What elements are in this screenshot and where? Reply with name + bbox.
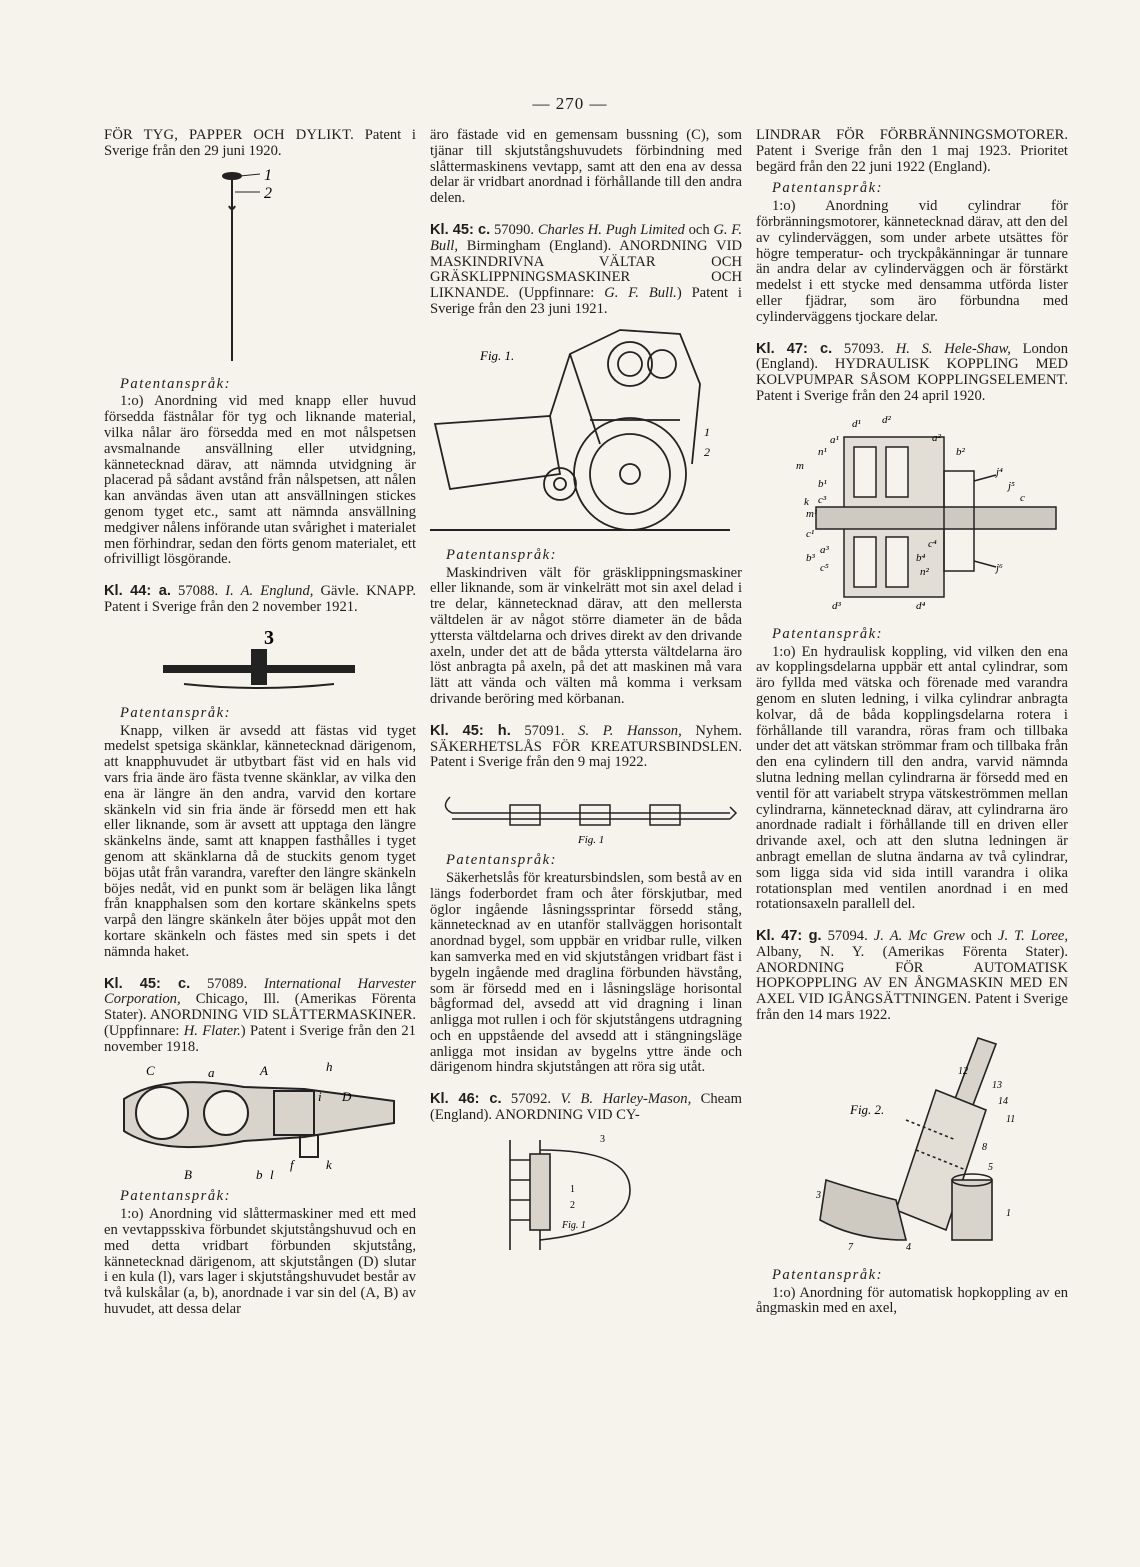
lock-block — [580, 805, 610, 825]
fig-label: i — [318, 1089, 322, 1105]
patent-class: Kl. 45: c. — [430, 221, 491, 238]
fig-label: 1 — [704, 424, 710, 439]
figure-pitman-head — [104, 1061, 416, 1183]
fig-label: f — [290, 1157, 294, 1173]
entry-text: Cheam (England). ANORDNING VID CY- — [430, 1091, 742, 1124]
fig-caption: Fig. 1 — [562, 1219, 586, 1231]
patent-holder: J. A. Mc Grew — [873, 928, 965, 945]
patent-holder: H. S. Hele-Shaw, — [895, 340, 1011, 357]
fig-label: k — [804, 495, 809, 508]
patent-number: 57092. — [501, 1091, 561, 1108]
fig-label: 3 — [600, 1133, 605, 1145]
fig-label: 11 — [1006, 1113, 1016, 1125]
patent-holder: J. T. Loree, — [997, 928, 1069, 945]
patent-holder: I. A. Englund, — [225, 583, 314, 600]
patent-entry — [104, 584, 416, 616]
gear-large — [590, 434, 670, 514]
page-number: — 270 — — [532, 94, 608, 113]
patent-class: Kl. 45: c. — [104, 975, 191, 992]
entry-text: och — [684, 221, 714, 238]
fig-label: a³ — [820, 543, 829, 556]
fig-label: 14 — [998, 1095, 1008, 1107]
patent-holder: International Harvester Corporation, — [104, 975, 417, 1008]
claim-heading: Patentanspråk: — [446, 546, 557, 563]
fig-label: j⁵ — [1008, 479, 1015, 492]
inventor: G. F. Bull. — [604, 285, 677, 302]
entry-text: Chicago, Ill. (Amerikas Förenta Stater). ANORDNING VID SLÅTTERMASKINER. (Uppfinnare: — [104, 991, 416, 1039]
cylinder — [886, 447, 908, 497]
claim-heading: Patentanspråk: — [120, 1188, 231, 1205]
patent-number: 57093. — [832, 340, 896, 357]
fig-label: d² — [882, 413, 891, 426]
gear-upper — [608, 342, 652, 386]
patent-entry — [430, 1092, 742, 1124]
patent-class: Kl. 47: g. — [756, 928, 822, 945]
fig-label: d³ — [832, 599, 841, 612]
claim-text: 1:o) Anordning för automatisk hopkoppling av en ångmaskin med en axel, — [756, 1284, 1068, 1317]
figure-pin — [104, 166, 416, 371]
patent-number: 57094. — [821, 928, 874, 945]
outlet-pipe — [952, 1180, 992, 1240]
claim-heading: Patentanspråk: — [772, 625, 883, 642]
claim-text: Säkerhetslås för kreatursbindslen, som bestå av en längs foderbordet fram och åter förskjutbar, med öglor ingående låsningssprintar försedd stång, kännetecknad av en utanför stallväggen horisontalt anordnad bygel, som uppbär en vridbar rulle, vilken kan samverka med en vid skjutstången vridbart fäst i bygeln ingående med draglina förbunden hävstång, som är försedd med en i låsningsläge horisontal bågformad del, avsedd att vid dragning i linan anligga mot rullen i och för skjutstångens utdragning och en uppstående del avsedd att i stängningsläge anligga mot insidan av bygelns yttre ände och därigenom hindra skjutstången att röra sig utåt. — [430, 869, 742, 1076]
fig-label: 1 — [264, 166, 272, 184]
claim-text: 1:o) Anordning vid cylindrar för förbränningsmotorer, kännetecknad därav, att den del av cylinderväggen, som under arbete utsättes för högre temperatur- och tryckpåkänningar är tunnare än andra delar av cylinderväggen och är förstärkt medelst i ett stycke med densamma utförda lister eller fjädrar, som äro förbundna med cylinderväggens tjockare delar. — [756, 198, 1068, 325]
fig-label: n¹ — [818, 445, 827, 458]
fig-label: 2 — [570, 1199, 575, 1211]
figure-button — [104, 622, 416, 700]
button-neck — [252, 650, 266, 684]
column-left — [104, 128, 416, 1322]
entry-text: ) Patent i Sverige från den 21 november 1918. — [104, 1022, 416, 1055]
fig-label: C — [146, 1063, 155, 1079]
fig-label: 8 — [982, 1141, 987, 1153]
claim-text-continued: äro fästade vid en gemensam bussning (C), som tjänar till skjutstångshuvudets förbindning med slåttermaskinens vevtapp, samt att den ena av dessa delar är vridbart anordnad i förhållande till den andra delen. — [430, 127, 742, 207]
fig-label: 1 — [570, 1183, 575, 1195]
patent-class: Kl. 46: c. — [430, 1091, 502, 1108]
entry-text: Patent i Sverige från den 29 juni 1920. — [104, 127, 416, 159]
fig-label: b³ — [806, 551, 815, 564]
fig-label: D — [342, 1089, 352, 1105]
entry-text: London (England). HYDRAULISK KOPPLING MED KOLVPUMPAR SÅSOM KOPPLINGSELEMENT. Patent i Sverige från den 24 april 1920. — [756, 340, 1068, 404]
fig-label: 2 — [704, 444, 710, 459]
fig-caption: Fig. 1. — [480, 347, 515, 363]
fig-label: 7 — [848, 1241, 853, 1253]
shaft — [816, 507, 1056, 529]
fig-caption: Fig. 2. — [850, 1101, 885, 1117]
patent-holder: S. P. Hansson, — [578, 722, 682, 739]
claim-text: 1:o) En hydraulisk koppling, vid vilken den ena av kopplingsdelarna uppbär ett antal cylindrar, som äro fyllda med vätska och förenade med varandra genom en sluten ledning, i vilka cylindrar anbragta kolvar, då de båda kopplingsdelarna rotera i förhållande till varandra, röras fram och tillbaka under det att vätskan strömmar fram och tillbaka från den ena cylindern till den andra, varvid nämnda slutna ledning mellan cylindrarna är försedd med en ventil för att variabelt strypa vätskeströmmen mellan cylindrarna, kännetecknad därav, att cylindrarna äro anordnade radialt i förhållande till en driven eller drivande axel, och att den slutna ledningen är anbragt emellan de slutna ändarna av två cylindrar, som ligga sida vid sida intill varandra i olika rotationsplan med ventilen anordnad i en med rotationsaxeln parallell del. — [756, 643, 1068, 913]
fig-label: b¹ — [818, 477, 827, 490]
ball-socket — [204, 1091, 248, 1135]
patent-entry — [104, 977, 416, 1056]
fig-label: c⁵ — [820, 561, 829, 574]
patent-entry — [430, 223, 742, 318]
claim-heading: Patentanspråk: — [446, 852, 557, 869]
patent-entry — [756, 342, 1068, 405]
fig-label: d⁴ — [916, 599, 926, 612]
bushing — [136, 1087, 188, 1139]
fig-label: a¹ — [830, 433, 839, 446]
entry-continuation: LINDRAR FÖR FÖRBRÄNNINGSMOTORER. Patent i Sverige från den 1 maj 1923. Prioritet begärd från den 22 juni 1922 (England). — [756, 127, 1068, 175]
figure-roller-machine — [430, 324, 742, 542]
fig-label: 3 — [816, 1189, 821, 1201]
fig-label: c⁴ — [928, 537, 937, 550]
cylinder — [886, 537, 908, 587]
fig-label: 2 — [264, 184, 272, 202]
fig-label: c¹ — [806, 527, 815, 540]
figure-cylinder-section — [430, 1130, 742, 1254]
figure-lock-bar — [430, 777, 742, 847]
claim-heading: Patentanspråk: — [772, 1266, 883, 1283]
claim-heading: Patentanspråk: — [120, 704, 231, 721]
entry-text: Nyhem. SÄKERHETSLÅS FÖR KREATURSBINDSLEN. Patent i Sverige från den 9 maj 1922. — [430, 722, 742, 771]
fig-label: 5 — [988, 1161, 993, 1173]
fig-label: c³ — [818, 493, 827, 506]
fig-label: 12 — [958, 1065, 968, 1077]
entry-text: ) Patent i Sverige från den 23 juni 1921. — [430, 285, 742, 317]
fig-label: l — [270, 1167, 274, 1183]
fig-label: c — [1020, 491, 1025, 504]
entry-text: och — [964, 928, 998, 945]
fig-label: b⁴ — [916, 551, 926, 564]
patent-entry — [430, 724, 742, 771]
patent-holder: G. F. Bull, — [430, 221, 742, 254]
fig-label: A — [260, 1063, 268, 1079]
patent-entry — [756, 929, 1068, 1024]
cylinder — [854, 537, 876, 587]
patent-number: 57089. — [190, 975, 264, 992]
fig-label: 4 — [906, 1241, 911, 1253]
claim-text: Maskindriven vält för gräsklippningsmaskiner eller liknande, som är vinkelrätt mot sin axel delad i tre delar, kännetecknad därav, att den mellersta vältdelen är av något större diameter än de båda yttersta vältdelarna och drives direkt av den drivande axeln, under det att de båda yttersta vältdelarna äro löst anbragta på axeln, på det att maskinen må vara lätt att vända och välten må komma i verksam drivande beröring med körbanan. — [430, 564, 742, 707]
fig-label: a — [208, 1065, 215, 1081]
patent-holder: Charles H. Pugh Limited — [537, 221, 685, 238]
entry-text: Gävle. KNAPP. Patent i Sverige från den 2 november 1921. — [104, 583, 416, 615]
fig-label: 13 — [992, 1079, 1002, 1091]
lock-block — [510, 805, 540, 825]
fig-label: b² — [956, 445, 965, 458]
fig-label: m¹ — [806, 507, 818, 520]
elbow-pipe — [820, 1180, 906, 1240]
column-middle — [430, 128, 742, 1260]
fig-label: B — [184, 1167, 192, 1183]
inventor: H. Flater. — [183, 1022, 241, 1039]
fig-label: 3 — [264, 626, 274, 649]
fig-label: n² — [920, 565, 929, 578]
fig-caption: Fig. 1 — [578, 834, 605, 847]
claim-heading: Patentanspråk: — [120, 375, 231, 392]
column-right — [756, 128, 1068, 1321]
fig-label: j⁴ — [996, 465, 1003, 478]
figure-hydraulic-coupling — [756, 411, 1068, 621]
entry-text: Birmingham (England). ANORDNING VID MASKINDRIVNA VÄLTAR OCH GRÄSKLIPPNINGSMASKINER OCH LIKNANDE. (Uppfinnare: — [430, 237, 742, 302]
figure-steam-coupling — [756, 1030, 1068, 1262]
patent-number: 57091. — [510, 722, 579, 739]
patent-number: 57088. — [170, 583, 226, 600]
frame-plate — [435, 416, 560, 489]
lock-block — [650, 805, 680, 825]
fig-label: 1 — [1006, 1207, 1011, 1219]
cylinder — [854, 447, 876, 497]
claim-heading: Patentanspråk: — [772, 180, 883, 197]
fig-label: h — [326, 1061, 333, 1075]
patent-class: Kl. 45: h. — [430, 722, 511, 739]
claim-text: 1:o) Anordning vid slåttermaskiner med ett med en vevtappsskiva förbundet skjutstångshuvud och en med detta vridbart förbunden skjutstång, kännetecknad därigenom, att skjutstången (D) slutar i en kula (l), vars lager i skjutstångshuvudet består av två kulskålar (a, b), anordnade i var sin del (A, B) av huvudet, att dessa delar — [104, 1206, 416, 1318]
claim-text: Knapp, vilken är avsedd att fästas vid tyget medelst spetsiga skänklar, kännetecknad därigenom, att knapphuvudet är utbytbart fäst vid en hals vid vars fria ände äro fästa tvenne skänklar, av vilka den ena är längre än den andra, varvid den kortare skänkeln vid sin fria ände är försedd men ett hak eller liknande, som är avsett att upptaga den längre skänkelns ände, samt att knappen fasthålles i tyget genom att skänklarna då de stuckits genom tyget böjas utåt från varandra, varefter den längre skänkeln böjes nedåt, vid en punkt som är belägen lika långt från knapphalsen som den kortare skänkelns spets varpå den längre skänkeln åter böjes uppåt mot den kortare skänkeln och fästes med sin spets i det nämnda haket. — [104, 722, 416, 960]
fig-label: j⁶ — [996, 561, 1003, 574]
entry-title: FÖR TYG, PAPPER OCH DYLIKT. — [104, 127, 354, 143]
patent-number: 57090. — [490, 221, 538, 238]
entry-continuation — [104, 128, 416, 160]
pin-head — [223, 173, 241, 179]
patent-holder: V. B. Harley-Mason, — [560, 1091, 692, 1108]
fig-label: k — [326, 1157, 332, 1173]
fig-label: a² — [932, 431, 941, 444]
fig-label: m — [796, 459, 804, 472]
patent-class: Kl. 47: c. — [756, 340, 833, 357]
claim-text: 1:o) Anordning vid med knapp eller huvud försedda fästnålar för tyg och liknande material, vilka nålar äro försedda med en mot nålspetsen avsmalnande ansvällning eller utvidgning, kännetecknad därav, att nämnda utvidgning är placerad på sådant avstånd från nålspetsen, att nålen kan användas även utan att ansvällningen stickes genom tyget etc., samt att nämnda ansvällning medgiver nålens införande utan svårighet i materialet men förhindrar, sedan den förts genom materialet, ett ofrivilligt lösgörande. — [104, 393, 416, 568]
bolt — [300, 1135, 318, 1157]
fig-label: b — [256, 1167, 263, 1183]
patent-class: Kl. 44: a. — [104, 583, 171, 600]
entry-text: Albany, N. Y. (Amerikas Förenta Stater). ANORDNING FÖR AUTOMATISK HOPKOPPLING AV EN ÅNGMASKIN MED EN AXEL VID IGÅNGSÄTTNINGEN. Patent i Sverige från den 14 mars 1922. — [756, 943, 1068, 1024]
fig-label: d¹ — [852, 417, 861, 430]
